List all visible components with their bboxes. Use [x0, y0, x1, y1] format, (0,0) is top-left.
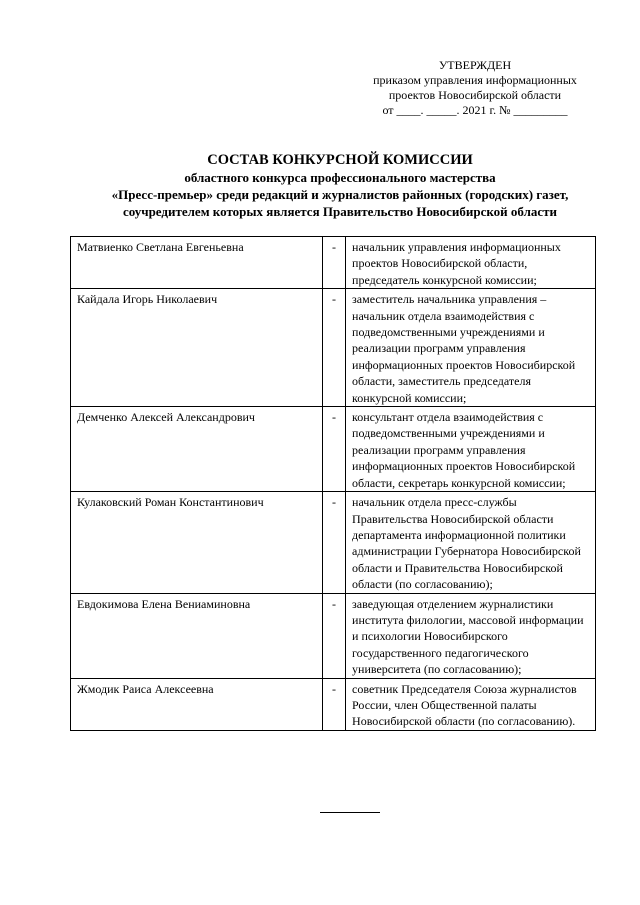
table-row [71, 492, 596, 593]
member-dash: - [322, 678, 345, 730]
member-name: Евдокимова Елена Вениаминовна [71, 593, 323, 678]
approval-stamp [355, 58, 595, 118]
approval-heading: УТВЕРЖДЕН [438, 58, 512, 72]
member-dash: - [322, 492, 345, 593]
member-role: заведующая отделением журналистики института филологии, массовой информации и психологии Новосибирского государственного педагогического университета (по согласованию); [346, 593, 596, 678]
table-row [71, 407, 596, 492]
member-role: начальник отдела пресс-службы Правительства Новосибирской области департамента информационной политики администрации Губернатора Новосибирской области и Правительства Новосибирской области (по согласованию); [346, 492, 596, 593]
member-dash: - [322, 289, 345, 407]
member-role: советник Председателя Союза журналистов России, член Общественной палаты Новосибирской области (по согласованию). [346, 678, 596, 730]
approval-order-line: приказом управления информационных [373, 73, 577, 87]
table-row [71, 289, 596, 407]
title-subtitle-2: «Пресс-премьер» среди редакций и журналистов районных (городских) газет, [111, 187, 569, 202]
document-title [60, 151, 620, 220]
member-dash: - [322, 593, 345, 678]
member-name: Жмодик Раиса Алексеевна [71, 678, 323, 730]
member-role: консультант отдела взаимодействия с подведомственными учреждениями и реализации программ управления информационных проектов Новосибирской области, секретарь конкурсной комиссии; [346, 407, 596, 492]
closing-divider [320, 812, 380, 813]
commission-members-table [70, 236, 596, 731]
member-role: начальник управления информационных проектов Новосибирской области, председатель конкурсной комиссии; [346, 237, 596, 289]
approval-department-line: проектов Новосибирской области [388, 88, 562, 102]
table-row [71, 593, 596, 678]
member-name: Демченко Алексей Александрович [71, 407, 323, 492]
title-main: СОСТАВ КОНКУРСНОЙ КОМИССИИ [207, 152, 473, 168]
approval-date-line: от ____. _____. 2021 г. № _________ [382, 103, 568, 117]
member-role: заместитель начальника управления – начальник отдела взаимодействия с подведомственными учреждениями и реализации программ управления информационных проектов Новосибирской области, заместитель председателя конкурсной комиссии; [346, 289, 596, 407]
table-row [71, 237, 596, 289]
member-name: Кайдала Игорь Николаевич [71, 289, 323, 407]
member-dash: - [322, 237, 345, 289]
title-subtitle-1: областного конкурса профессионального мастерства [184, 170, 496, 185]
member-name: Кулаковский Роман Константинович [71, 492, 323, 593]
table-row [71, 678, 596, 730]
member-name: Матвиенко Светлана Евгеньевна [71, 237, 323, 289]
title-subtitle-3: соучредителем которых является Правительство Новосибирской области [122, 204, 558, 219]
member-dash: - [322, 407, 345, 492]
